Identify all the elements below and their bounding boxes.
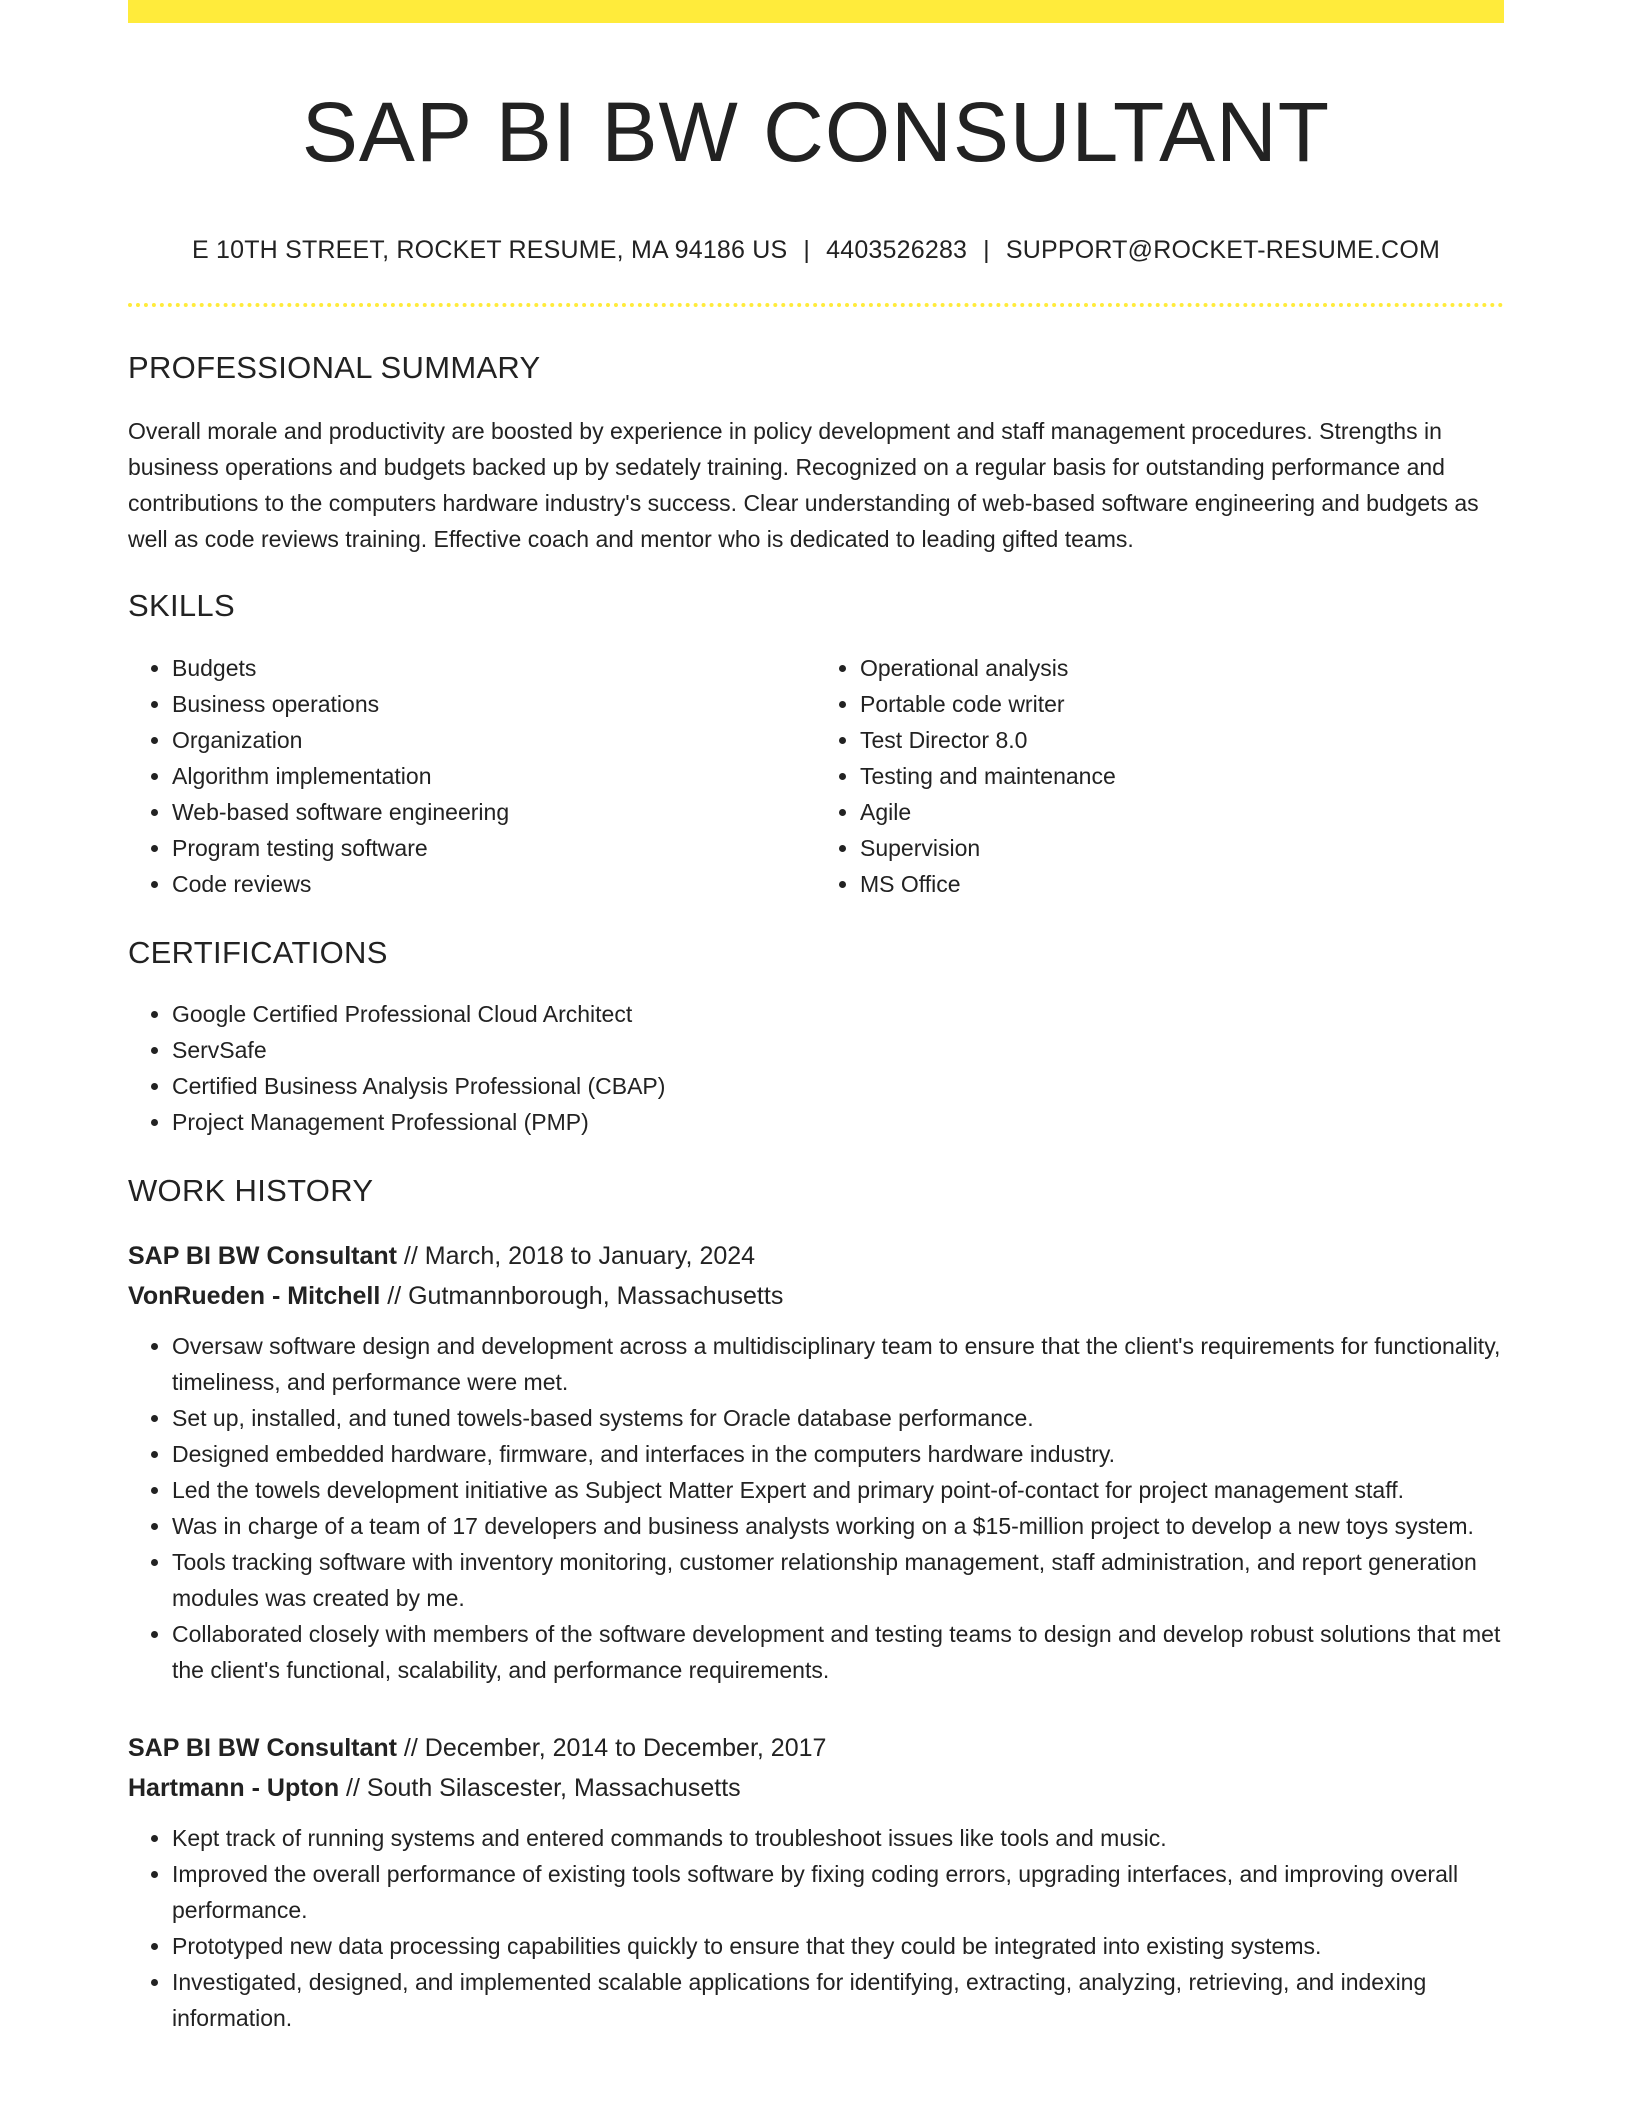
job-entry — [128, 1728, 1504, 2036]
job-bullet: • Investigated, designed, and implemented scalable applications for identifying, extracting, analyzing, retrieving, and indexing information. — [172, 1964, 1504, 2036]
skill-item: • Business operations — [172, 686, 816, 722]
skill-item: • Program testing software — [172, 830, 816, 866]
job-bullet-list — [128, 1328, 1504, 1688]
skill-item: • Organization — [172, 722, 816, 758]
job-role: SAP BI BW Consultant — [128, 1733, 397, 1762]
resume-page — [128, 0, 1504, 2036]
skills-columns — [128, 624, 1504, 902]
skill-item: • Testing and maintenance — [860, 758, 1504, 794]
job-bullet: • Prototyped new data processing capabilities quickly to ensure that they could be integrated into existing systems. — [172, 1928, 1504, 1964]
skill-item: • Web-based software engineering — [172, 794, 816, 830]
skill-item: • Test Director 8.0 — [860, 722, 1504, 758]
contact-email: SUPPORT@ROCKET-RESUME.COM — [1005, 236, 1440, 265]
skill-item: • MS Office — [860, 866, 1504, 902]
work-history-heading: WORK HISTORY — [128, 1172, 374, 1208]
certifications-heading: CERTIFICATIONS — [128, 934, 388, 970]
work-history-list — [128, 1236, 1504, 2036]
resume-name-title: SAP BI BW CONSULTANT — [301, 85, 1331, 179]
skill-item: • Budgets — [172, 650, 816, 686]
accent-top-bar — [128, 0, 1504, 23]
certifications-list — [128, 996, 1504, 1140]
certification-item: • ServSafe — [172, 1032, 1504, 1068]
job-entry — [128, 1236, 1504, 1688]
job-bullet: • Improved the overall performance of existing tools software by fixing coding errors, upgrading interfaces, and improving overall performance. — [172, 1856, 1504, 1928]
job-company-line — [128, 1276, 1504, 1316]
skill-item: • Portable code writer — [860, 686, 1504, 722]
job-bullet: • Led the towels development initiative as Subject Matter Expert and primary point-of-contact for project management staff. — [172, 1472, 1504, 1508]
contact-line — [128, 236, 1504, 265]
job-bullet: • Kept track of running systems and entered commands to troubleshoot issues like tools and music. — [172, 1820, 1504, 1856]
skill-item: • Agile — [860, 794, 1504, 830]
job-dates: // December, 2014 to December, 2017 — [396, 1733, 827, 1762]
dotted-divider — [128, 303, 1504, 307]
skills-list-right — [816, 650, 1504, 902]
skill-item: • Operational analysis — [860, 650, 1504, 686]
certification-item: • Project Management Professional (PMP) — [172, 1104, 1504, 1140]
job-dates: // March, 2018 to January, 2024 — [396, 1241, 756, 1270]
skill-item: • Code reviews — [172, 866, 816, 902]
skill-item: • Algorithm implementation — [172, 758, 816, 794]
job-bullet: • Set up, installed, and tuned towels-based systems for Oracle database performance. — [172, 1400, 1504, 1436]
contact-phone: 4403526283 — [826, 236, 968, 265]
job-company-line — [128, 1768, 1504, 1808]
certification-item: • Certified Business Analysis Professional (CBAP) — [172, 1068, 1504, 1104]
summary-heading: PROFESSIONAL SUMMARY — [128, 350, 541, 386]
job-role: SAP BI BW Consultant — [128, 1241, 397, 1270]
job-location: // Gutmannborough, Massachusetts — [380, 1281, 784, 1310]
job-role-line — [128, 1728, 1504, 1768]
contact-separator: | — [803, 236, 811, 265]
job-bullet: • Oversaw software design and development across a multidisciplinary team to ensure that the client's requirements for functionality, timeliness, and performance were met. — [172, 1328, 1504, 1400]
contact-address: E 10TH STREET, ROCKET RESUME, MA 94186 US — [191, 236, 788, 265]
summary-text: Overall morale and productivity are boosted by experience in policy development and staff management procedures. Strengths in business operations and budgets backed up by sedately training. Recognized on a regular basis for outstanding performance and contributions to the computers hardware industry's success. Clear understanding of web-based software engineering and budgets as well as code reviews training. Effective coach and mentor who is dedicated to leading gifted teams. — [128, 418, 1479, 553]
job-bullet: • Collaborated closely with members of the software development and testing teams to design and develop robust solutions that met the client's functional, scalability, and performance requirements. — [172, 1616, 1504, 1688]
job-role-line — [128, 1236, 1504, 1276]
job-bullet-list — [128, 1820, 1504, 2036]
contact-separator: | — [983, 236, 990, 265]
job-bullet: • Was in charge of a team of 17 developers and business analysts working on a $15-million project to develop a new toys system. — [172, 1508, 1504, 1544]
job-company: VonRueden - Mitchell — [128, 1281, 381, 1310]
job-location: // South Silascester, Massachusetts — [339, 1773, 741, 1802]
job-bullet: • Tools tracking software with inventory monitoring, customer relationship management, staff administration, and report generation modules was created by me. — [172, 1544, 1504, 1616]
skill-item: • Supervision — [860, 830, 1504, 866]
job-company: Hartmann - Upton — [128, 1773, 340, 1802]
certification-item: • Google Certified Professional Cloud Architect — [172, 996, 1504, 1032]
skills-list-left — [128, 650, 816, 902]
skills-heading: SKILLS — [128, 588, 235, 624]
job-bullet: • Designed embedded hardware, firmware, and interfaces in the computers hardware industry. — [172, 1436, 1504, 1472]
